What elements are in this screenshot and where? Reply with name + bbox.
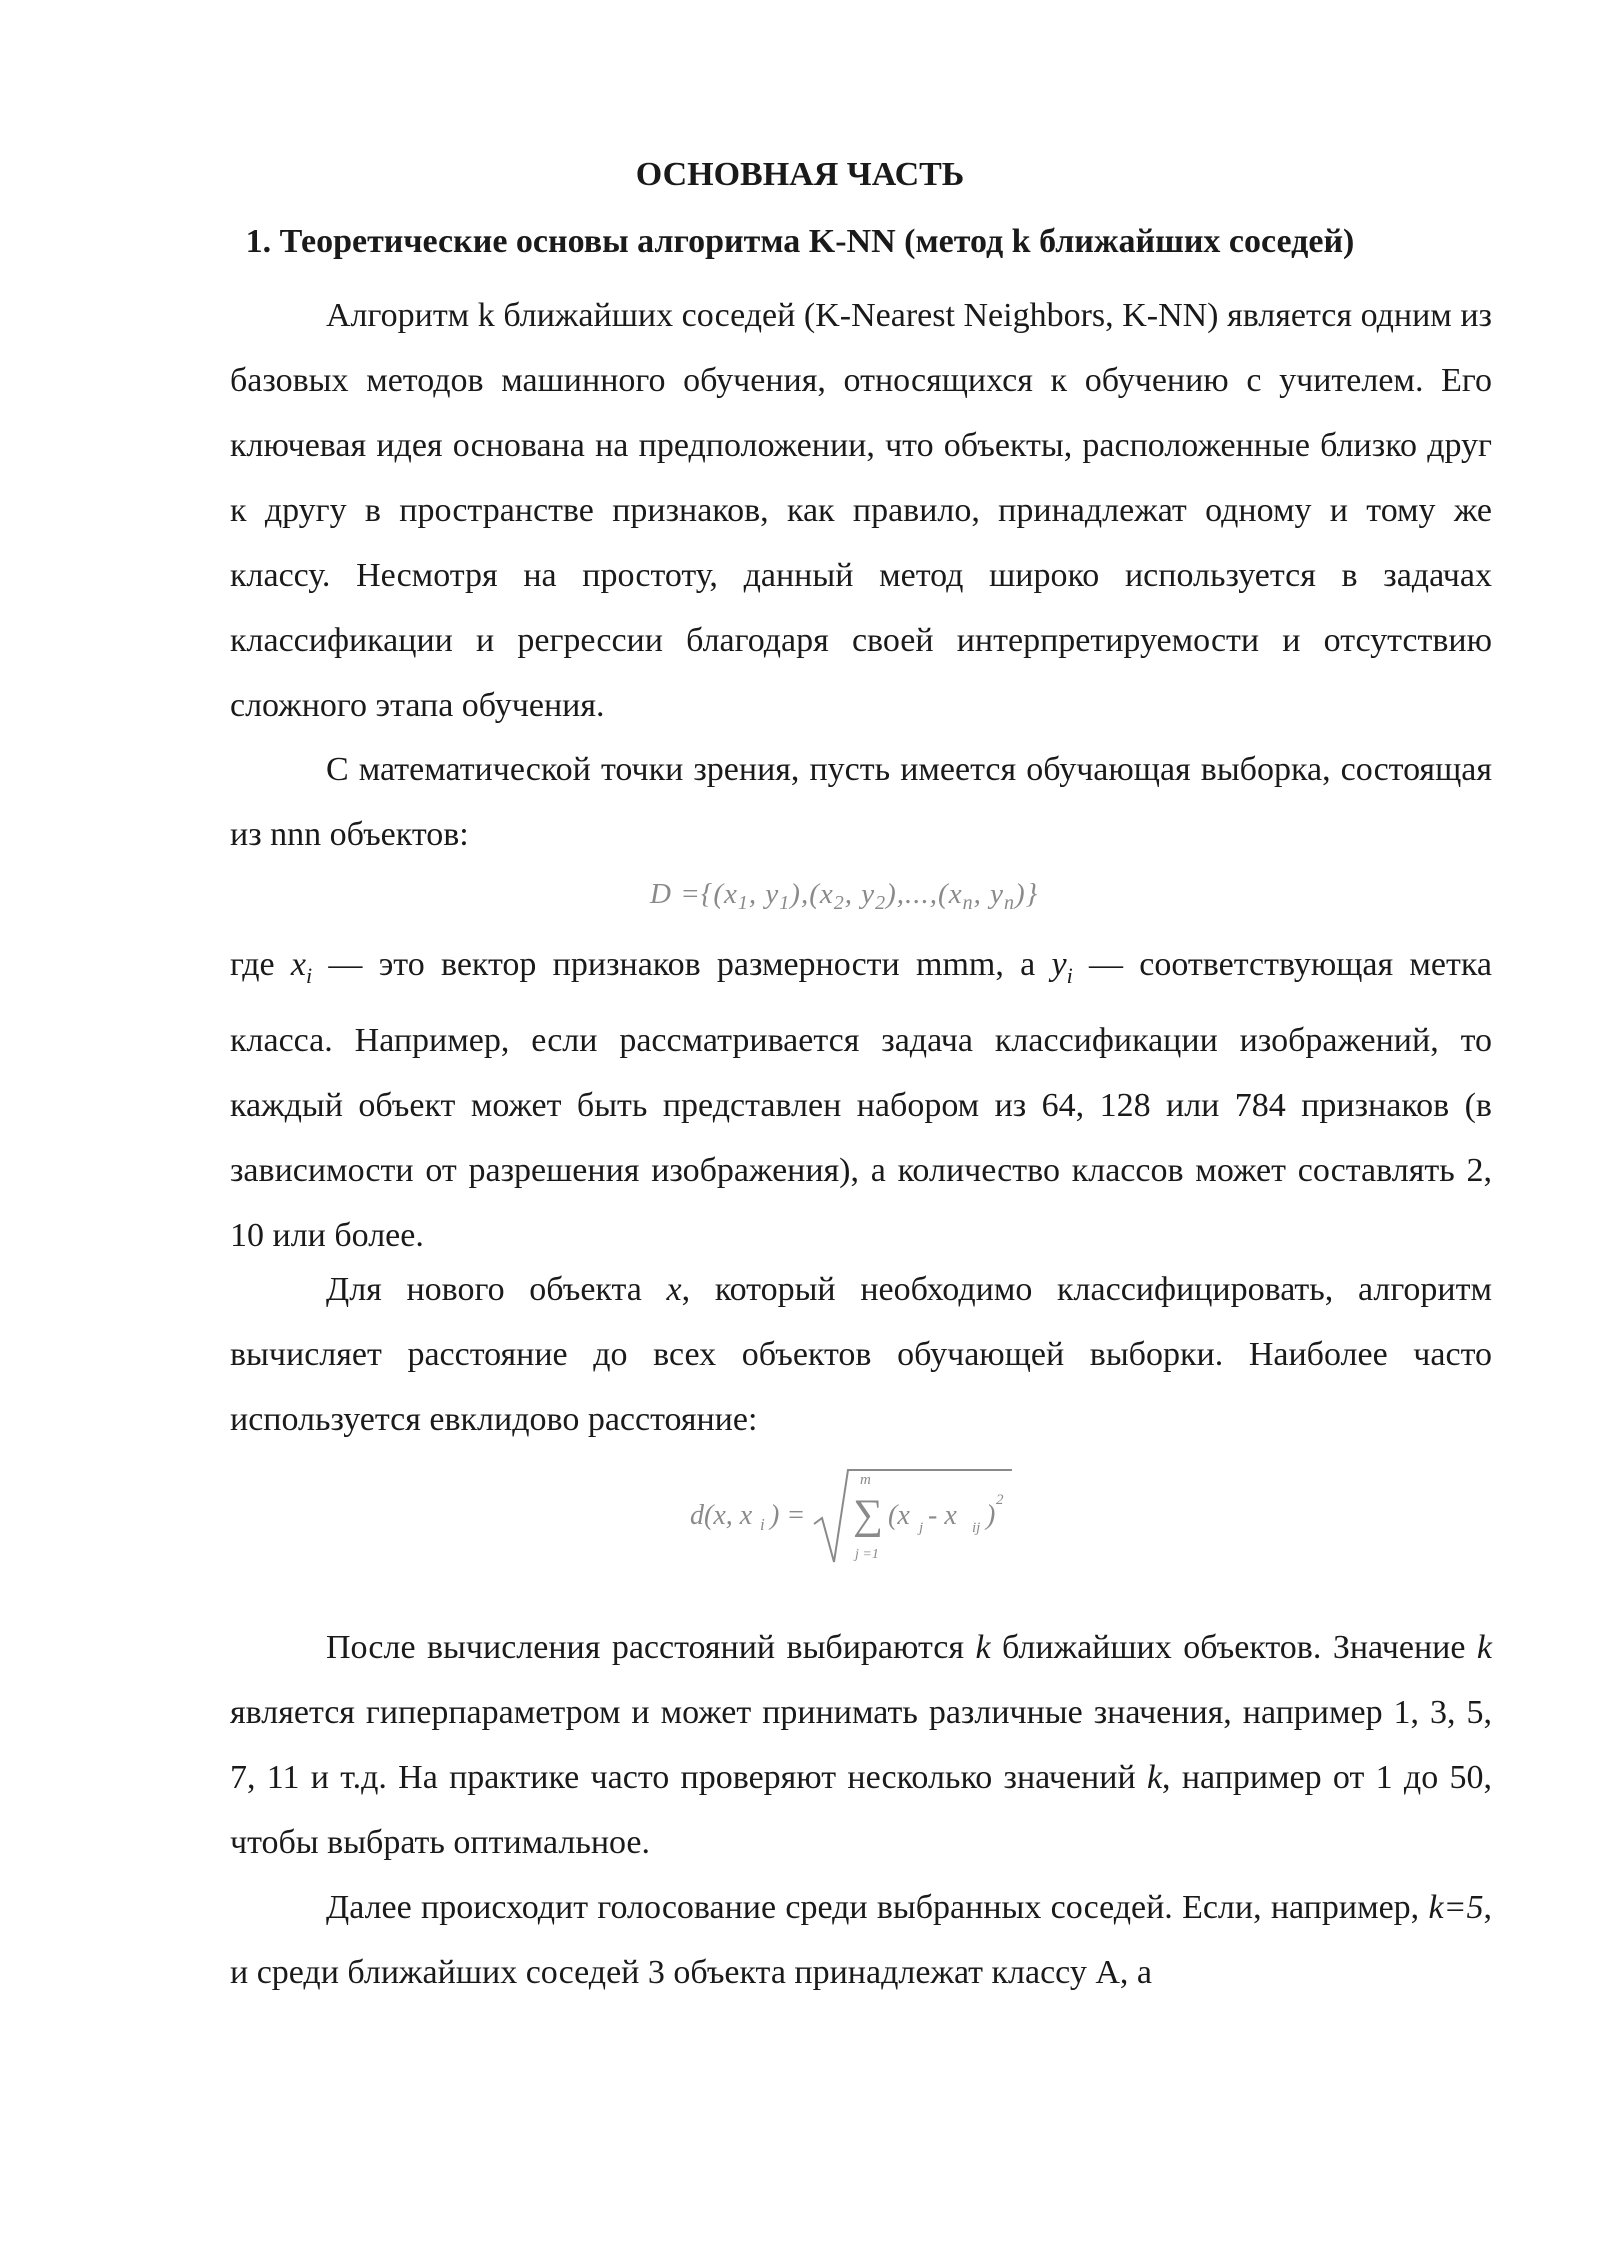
svg-text:ij: ij (972, 1520, 981, 1536)
paragraph-feature-vector: где $x_i$ — это вектор признаков размерности mmm, а $y_i$ — соответствующая метка класса. Например, если рассматривается задача классификации изображений, то каждый объект может быть представлен набором из 64, 128 или 784 признаков (в зависимости от разрешения изображения), а количество классов может составлять 2, 10 или более. (230, 946, 1492, 1254)
paragraph-k-selection: После вычисления расстояний выбираются k ближайших объектов. Значение k является гиперпараметром и может принимать различные значения, например 1, 3, 5, 7, 11 и т.д. На практике часто проверяют несколько значений k, например от 1 до 50, чтобы выбрать оптимальное. (230, 1629, 1492, 1861)
euclidean-formula-svg (690, 1462, 1020, 1572)
formula-dataset: $D =\{(x_1$, $y_1),(x_2$, $y_2),...,(x_n$, $y_n$)} (650, 878, 1039, 914)
paragraph-math-view: С математической точки зрения, пусть имеется обучающая выборка, состоящая из nnn объектов: (230, 751, 1492, 853)
svg-text:j: j (919, 1520, 924, 1536)
svg-text:- x: - x (928, 1500, 957, 1531)
svg-text:i: i (760, 1515, 765, 1534)
svg-text:): ) (986, 1500, 996, 1531)
svg-text:d(x, x: d(x, x (690, 1500, 753, 1531)
svg-text:(x: (x (888, 1500, 910, 1531)
svg-text:∑: ∑ (853, 1492, 883, 1538)
section-title: 1. Теоретические основы алгоритма K-NN (метод k ближайших соседей) (245, 223, 1355, 260)
square-root-sign (814, 1470, 1012, 1562)
main-heading: ОСНОВНАЯ ЧАСТЬ (635, 156, 965, 193)
svg-text:m: m (860, 1472, 871, 1488)
paragraph-new-object: Для нового объекта x, который необходимо классифицировать, алгоритм вычисляет расстояние до всех объектов обучающей выборки. Наиболее часто используется евклидово расстояние: (230, 1271, 1492, 1438)
formula-euclidean-distance (690, 1462, 1020, 1572)
paragraph-intro: Алгоритм k ближайших соседей (K-Nearest Neighbors, K-NN) является одним из базовых методов машинного обучения, относящихся к обучению с учителем. Его ключевая идея основана на предположении, что объекты, расположенные близко друг к другу в пространстве признаков, как правило, принадлежат одному и тому же классу. Несмотря на простоту, данный метод широко используется в задачах классификации и регрессии благодаря своей интерпретируемости и отсутствию сложного этапа обучения. (230, 297, 1492, 724)
svg-text:j =1: j =1 (855, 1547, 879, 1562)
svg-text:) =: ) = (770, 1500, 806, 1531)
paragraph-voting: Далее происходит голосование среди выбранных соседей. Если, например, k=5, и среди ближайших соседей 3 объекта принадлежат классу A, а (230, 1889, 1492, 1991)
svg-text:2: 2 (996, 1492, 1004, 1508)
